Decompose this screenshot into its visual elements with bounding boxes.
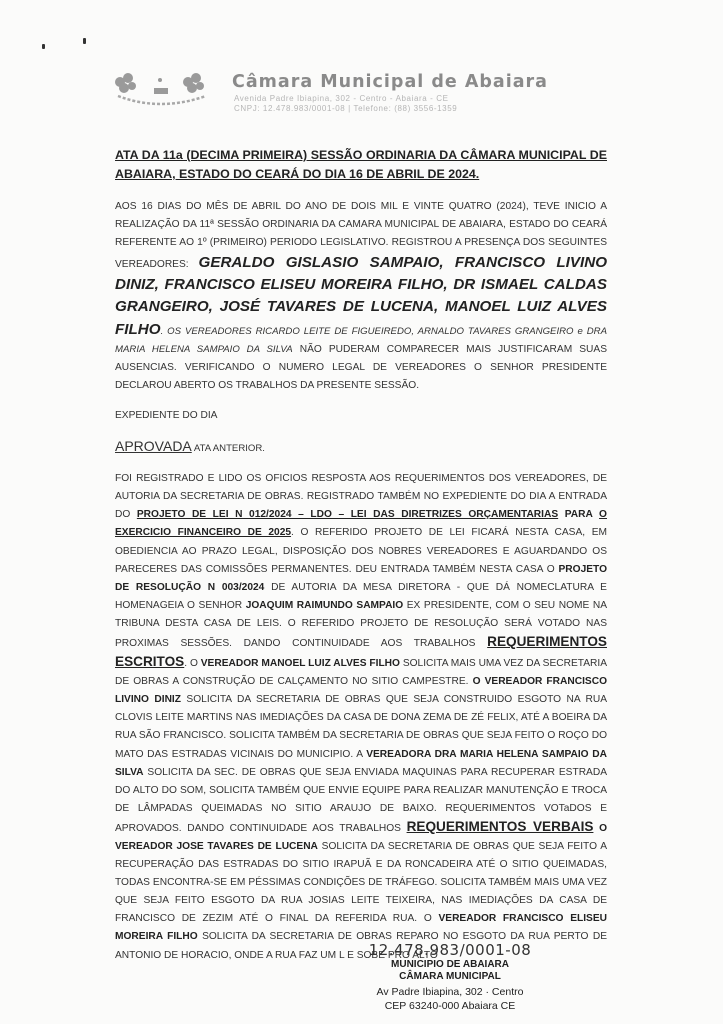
councillor-name: VEREADOR MANOEL LUIZ ALVES FILHO (200, 658, 400, 670)
text-span: . O REFERIDO PROJETO DE LEI FICARÁ NESTA CASA, EM OBEDIENCIA AO PRAZO LEGAL, DISPOSIÇÃO DOS NOBRES VEREADORES E AGUARDANDO OS PARECERES DAS COMISSÕES PERMANENTES. DEU ENTRADA TAMBÉM NESTA CASA O (115, 527, 607, 575)
stamp-address: Av Padre Ibiapina, 302 · Centro (376, 986, 524, 998)
approved-label: APROVADA (115, 438, 192, 455)
stamp-municipality: MUNICIPIO DE ABAIARA (391, 959, 509, 970)
opening-paragraph (115, 198, 607, 395)
scan-speck (42, 44, 45, 49)
absent-councillors: . OS VEREADORES RICARDO LEITE DE FIGUEIREDO, ARNALDO TAVARES GRANGEIRO e DRA MARIA HELENA SAMPAIO DA SILVA (115, 325, 607, 355)
stamp-cep: CEP 63240-000 Abaiara CE (384, 1000, 516, 1012)
expediente-paragraph (115, 470, 607, 965)
institution-name: Câmara Municipal de Abaiara (232, 72, 548, 92)
cnpj-phone-line: CNPJ: 12.478.983/0001-08 | Telefone: (88) 3556-1359 (234, 104, 458, 113)
text-span: SOLICITA DA SECRETARIA DE OBRAS QUE SEJA CONSTRUIDO ESGOTO NA RUA CLOVIS LEITE MARTINS NAS IMEDIAÇÕES DA CASA DE DONA ZEMA DE ZÉ FELIX, ATÉ A BOEIRA DA RUA SÃO FRANCISCO. SOLICITA TAMBÉM DA SECRETARIA DE OBRAS QUE SEJA FEITO O ROÇO DO MATO DAS ESTRADAS VICINAIS DO MUNICIPIO. A (115, 694, 607, 760)
address-line: Avenida Padre Ibiapina, 302 - Centro - Abaiara - CE (234, 94, 449, 103)
honoree-name: JOAQUIM RAIMUNDO SAMPAIO (245, 599, 404, 611)
text-span: EX PRESIDENTE, COM O SEU NOME NA TRIBUNA DESTA CASA DE LEIS. O REFERIDO PROJETO DE RESOLUÇÃO SERÁ VOTADO NAS PROXIMAS SESSÕES. DANDO CONTINUIDADE AOS TRABALHOS (115, 599, 607, 649)
text-span: SOLICITA DA SECRETARIA DE OBRAS QUE SEJA FEITO A RECUPERAÇÃO DAS ESTRADAS DO SITIO IRAPUÃ E DA RONCADEIRA ATÉ O SITIO QUEIMADAS, TODAS ENCONTRA-SE EM PÉSSIMAS CONDIÇÕES DE TRÁFEGO. SOLICITA TAMBÉM MAIS UMA VEZ QUE SEJA FEITO ESGOTO DA RUA JOSIAS LEITE TEIXEIRA, NAS IMEDIAÇÕES DA CASA DE FRANCISCO DE ZEZIM ATÉ O FINAL DA REFERIDA RUA. O (115, 841, 607, 925)
present-councillors: GERALDO GISLASIO SAMPAIO, FRANCISCO LIVINO DINIZ, FRANCISCO ELISEU MOREIRA FILHO, DR ISMAEL CALDAS GRANGEIRO, JOSÉ TAVARES DE LUCENA, MANOEL LUIZ ALVES FILHO (115, 254, 608, 338)
councillor-name: VEREADORA DRA MARIA HELENA SAMPAIO DA SILVA (115, 748, 607, 778)
written-requests-heading: REQUERIMENTOS ESCRITOS (115, 633, 607, 670)
opening-intro: AOS 16 DIAS DO MÊS DE ABRIL DO ANO DE DOIS MIL E VINTE QUATRO (2024), TEVE INICIO A REALIZAÇÃO DA 11ª SESSÃO ORDINARIA DA CAMARA MUNICIPAL DE ABAIARA, ESTADO DO CEARÁ REFERENTE AO 1º (PRIMEIRO) PERIODO LEGISLATIVO. REGISTROU A PRESENÇA DOS SEGUINTES VEREADORES: (115, 201, 607, 271)
scan-speck (83, 38, 86, 44)
official-stamp (350, 942, 550, 1013)
text-span: SOLICITA DA SEC. DE OBRAS QUE SEJA ENVIADA MAQUINAS PARA RECUPERAR ESTRADA DO ALTO DO SOM, SOLICITA TAMBÉM QUE ENVIE EQUIPE PARA REALIZAR MANUTENÇÃO E TROCA DE LÂMPADAS QUEIMADAS NO SITIO ARAUJO DE BAIXO. REQUERIMENTOS VOTaDOS E APROVADOS. DANDO CONTINUIDADE AOS TRABALHOS (115, 766, 607, 834)
stamp-cnpj: 12.478.983/0001-08 (368, 941, 532, 959)
resolution-reference: PROJETO DE RESOLUÇÃO N 003/2024 (115, 563, 607, 593)
councillor-name: VEREADOR FRANCISCO ELISEU MOREIRA FILHO (115, 913, 607, 943)
text-span: . O (184, 658, 201, 670)
approval-rest: ATA ANTERIOR. (191, 443, 265, 455)
fiscal-year-reference: O EXERCICIO FINANCEIRO DE 2025 (115, 509, 607, 539)
text-span: DE AUTORIA DA MESA DIRETORA - QUE DÁ NOMECLATURA E HOMENAGEIA O SENHOR (115, 581, 607, 611)
councillor-name: O VEREADOR FRANCISCO LIVINO DINIZ (115, 676, 607, 706)
text-span: FOI REGISTRADO E LIDO OS OFICIOS RESPOSTA AOS REQUERIMENTOS DOS VEREADORES, DE AUTORIA DA SECRETARIA DE OBRAS. REGISTRADO TAMBÉM NO EXPEDIENTE DO DIA A ENTRADA DO (115, 473, 607, 521)
letterhead (110, 66, 610, 116)
councillor-name: O VEREADOR JOSE TAVARES DE LUCENA (115, 822, 608, 852)
expediente-heading: EXPEDIENTE DO DIA (115, 409, 218, 421)
document-title: ATA DA 11a (DECIMA PRIMEIRA) SESSÃO ORDINARIA DA CÂMARA MUNICIPAL DE ABAIARA, ESTADO DO CEARÁ DO DIA 16 DE ABRIL DE 2024. (115, 148, 607, 181)
stamp-chamber: CÂMARA MUNICIPAL (399, 971, 501, 982)
verbal-requests-heading: REQUERIMENTOS VERBAIS (406, 818, 594, 834)
opening-closing: NÃO PUDERAM COMPARECER MAIS JUSTIFICARAM SUAS AUSENCIAS. VERIFICANDO O NUMERO LEGAL DE VEREADORES O SENHOR PRESIDENTE DECLAROU ABERTO OS TRABALHOS DA PRESENTE SESSÃO. (115, 343, 607, 391)
text-span: PARA (558, 509, 600, 521)
minutes-document (115, 146, 607, 965)
bill-ldo-reference: PROJETO DE LEI N 012/2024 – LDO – LEI DAS DIRETRIZES ORÇAMENTARIAS (136, 509, 559, 521)
approval-line (115, 437, 607, 458)
text-span: SOLICITA DA SECRETARIA DE OBRAS REPARO NO ESGOTO DA RUA PERTO DE ANTONIO DE HORACIO, ONDE A RUA FAZ UM L E SOBE PRO ALTO (115, 931, 607, 961)
coat-of-arms-logo (110, 70, 230, 108)
text-span: SOLICITA MAIS UMA VEZ DA SECRETARIA DE OBRAS A CONSTRUÇÃO DE CALÇAMENTO NO SITIO CAMPESTRE. (115, 658, 607, 688)
